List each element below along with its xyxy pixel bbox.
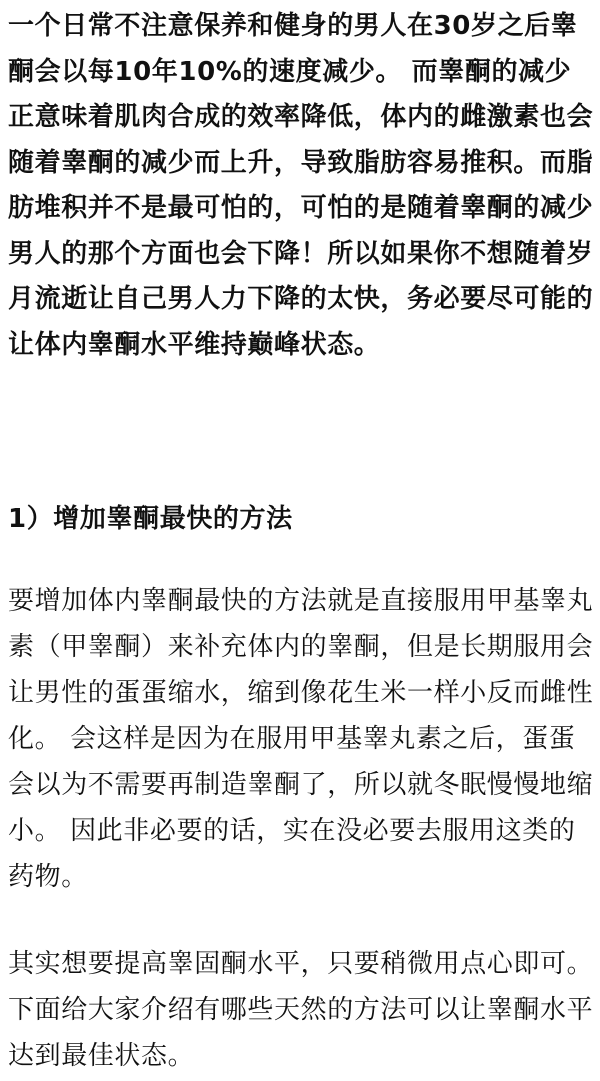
section-heading: 1）增加睾酮最快的方法 <box>8 504 293 534</box>
intro-paragraph: 一个日常不注意保养和健身的男人在30岁之后睾酮会以每10年10%的速度减少。 而睾酮的减少正意味着肌肉合成的效率降低，体内的雌激素也会随着睾酮的减少而上升，导致脂肪容易推积。而脂肪堆积并不是最可怕的，可怕的是随着睾酮的减少男人的那个方面也会下降！所以如果你不想随着岁月流逝让自己男人力下降的太快，务必要尽可能的让体内睾酮水平维持巅峰状态。 <box>8 11 594 360</box>
body-paragraph-2: 其实想要提高睾固酮水平，只要稍微用点心即可。 下面给大家介绍有哪些天然的方法可以让睾酮水平达到最佳状态。 <box>8 949 594 1071</box>
body-paragraph-1: 要增加体内睾酮最快的方法就是直接服用甲基睾丸素（甲睾酮）来补充体内的睾酮，但是长期服用会让男性的蛋蛋缩水，缩到像花生米一样小反而雌性化。 会这样是因为在服用甲基睾丸素之后，蛋蛋会以为不需要再制造睾酮了，所以就冬眠慢慢地缩小。 因此非必要的话，实在没必要去服用这类的药物。 <box>8 586 594 892</box>
